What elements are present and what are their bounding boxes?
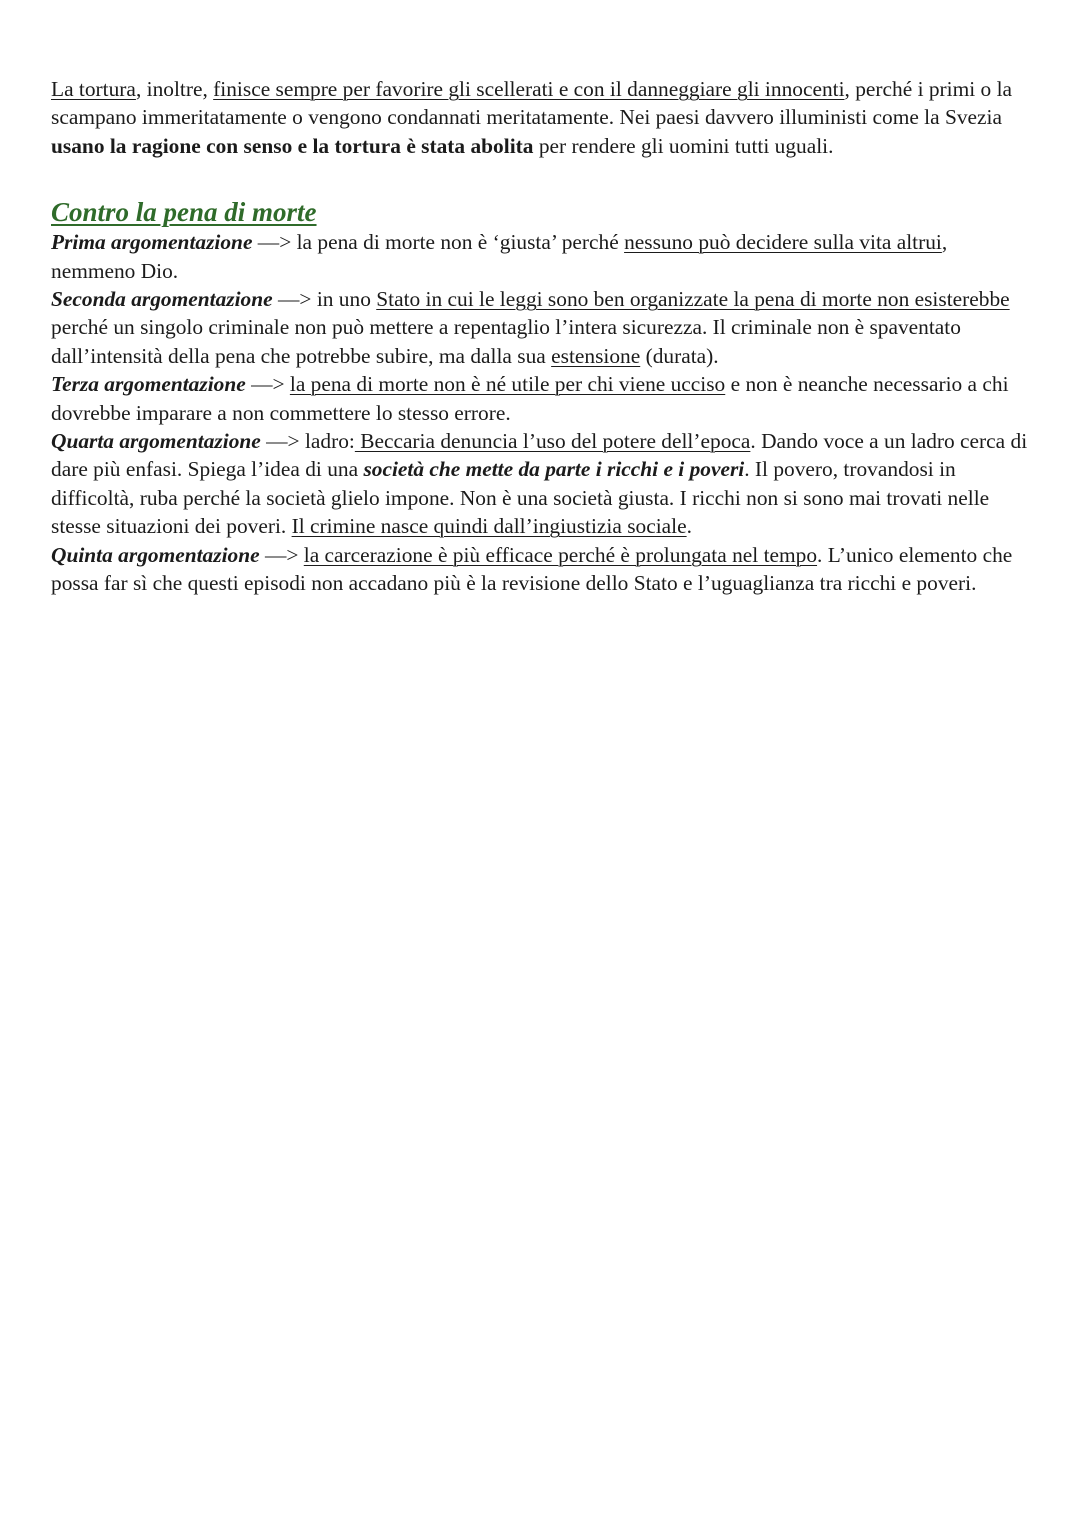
- text-run: la pena di morte non è ‘giusta’ perché: [296, 230, 625, 255]
- arrow: —>: [252, 230, 297, 255]
- underlined-phrase: Beccaria denuncia l’uso del potere dell’epoca: [354, 429, 751, 454]
- text-run: (durata).: [640, 343, 719, 368]
- text-run: . L’unico elemento che possa far sì che questi episodi non accadano più è la revisione dello Stato e l’uguaglianza tra ricchi e poveri.: [51, 542, 1013, 596]
- arrow: —>: [272, 287, 317, 312]
- argument-label: Prima argomentazione: [51, 230, 253, 255]
- argument-4: [51, 427, 1036, 541]
- underlined-phrase: nessuno può decidere sulla vita altrui: [624, 230, 942, 255]
- argument-5: [51, 541, 1036, 598]
- argument-2: [51, 285, 1036, 370]
- arrow: —>: [260, 429, 305, 454]
- intro-paragraph: [51, 75, 1036, 160]
- text-run: in uno: [316, 287, 377, 312]
- argument-label: Seconda argomentazione: [51, 287, 273, 312]
- text-run: per rendere gli uomini tutti uguali.: [533, 133, 834, 158]
- bold-phrase: usano la ragione con senso e la tortura è stata abolita: [51, 133, 534, 158]
- arrow: —>: [259, 542, 304, 567]
- argument-label: Quarta argomentazione: [51, 429, 261, 454]
- underlined-phrase: finisce sempre per favorire gli scellerati e con il danneggiare gli innocenti: [213, 77, 845, 101]
- underlined-phrase: la pena di morte non è né utile per chi viene ucciso: [289, 372, 726, 397]
- text-run: . Dando voce a un ladro cerca di dare più enfasi. Spiega l’idea di una: [51, 429, 1028, 482]
- document-page: [51, 75, 1036, 598]
- text-run: , nemmeno Dio.: [51, 230, 948, 283]
- text-run: , perché i primi o la scampano immeritatamente o vengono condannati meritatamente. Nei paesi davvero illuministi come la Svezia: [51, 77, 1013, 130]
- underlined-phrase: Stato in cui le leggi sono ben organizzate la pena di morte non esisterebbe: [376, 287, 1010, 312]
- underlined-phrase: la carcerazione è più efficace perché è prolungata nel tempo: [303, 542, 818, 567]
- underlined-phrase: estensione: [551, 343, 641, 368]
- argument-3: [51, 370, 1036, 427]
- argument-label: Terza argomentazione: [51, 372, 246, 397]
- underlined-phrase: Il crimine nasce quindi dall’ingiustizia sociale: [291, 514, 687, 539]
- text-run: perché un singolo criminale non può mettere a repentaglio l’intera sicurezza. Il criminale non è spaventato dall’intensità della pena che potrebbe subire, ma dalla sua: [51, 315, 961, 368]
- text-run: , inoltre,: [135, 77, 214, 101]
- underlined-phrase: La tortura: [51, 77, 136, 101]
- argument-1: [51, 228, 1036, 285]
- text-run: .: [686, 514, 692, 539]
- argument-label: Quinta argomentazione: [51, 542, 260, 567]
- text-run: e non è neanche necessario a chi dovrebbe imparare a non commettere lo stesso errore.: [51, 372, 1009, 425]
- text-run: ladro:: [304, 429, 355, 454]
- arrow: —>: [245, 372, 290, 397]
- section-heading: Contro la pena di morte: [51, 197, 317, 228]
- text-run: . Il povero, trovandosi in difficoltà, ruba perché la società glielo impone. Non è una società giusta. I ricchi non si sono mai trovati nelle stesse situazioni dei poveri.: [51, 457, 990, 539]
- bold-italic-phrase: società che mette da parte i ricchi e i poveri: [363, 457, 745, 482]
